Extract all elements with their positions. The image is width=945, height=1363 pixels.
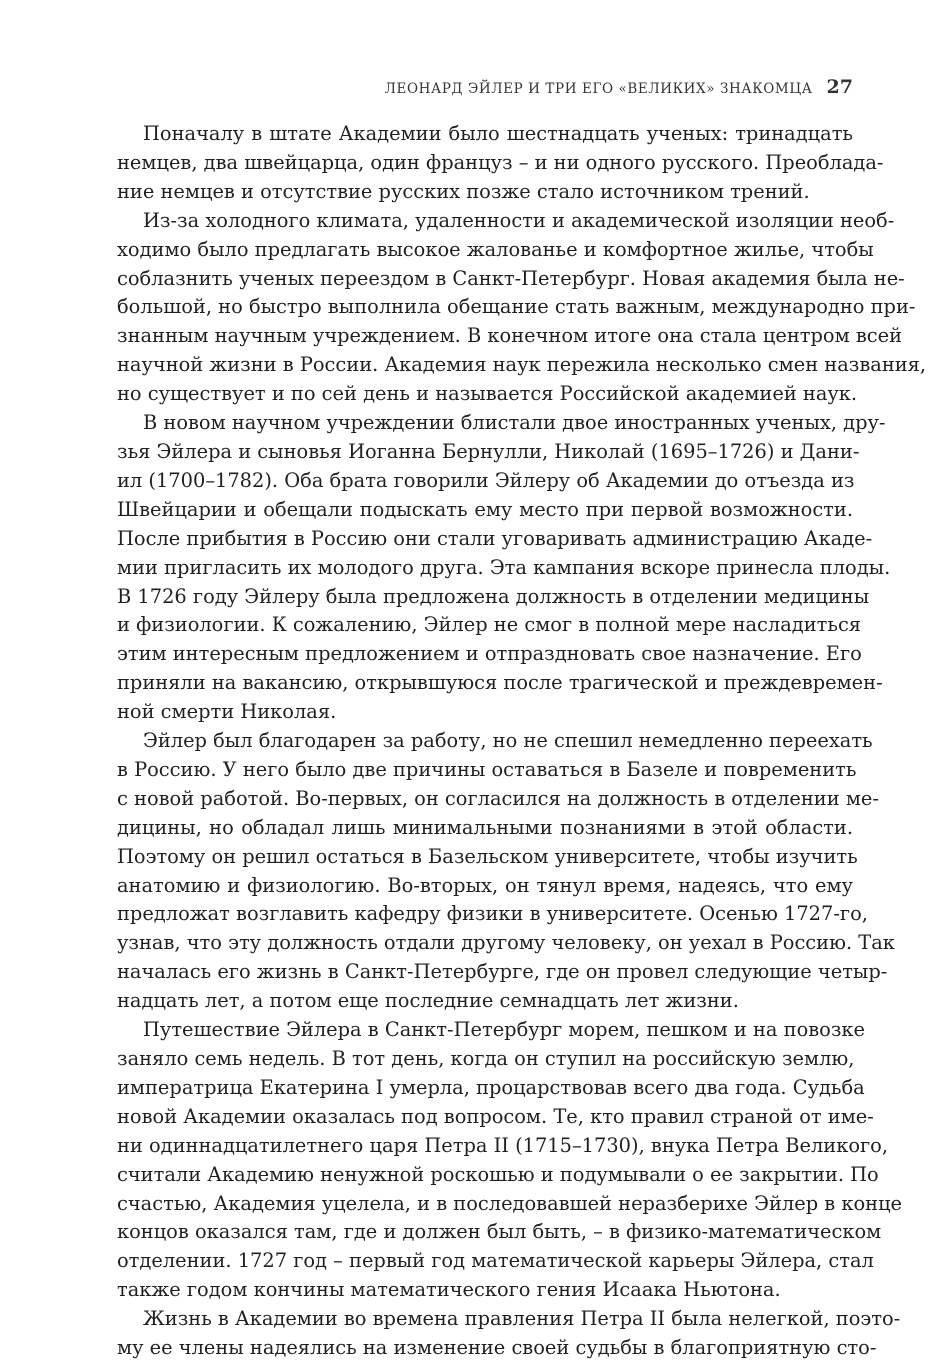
text-line: В 1726 году Эйлеру была предложена должность в отделении медицины: [117, 584, 870, 608]
text-line: Из-за холодного климата, удаленности и академической изоляции необ-: [143, 208, 895, 232]
text-line: отделении. 1727 год – первый год математической карьеры Эйлера, стал: [117, 1249, 874, 1273]
paragraph: [117, 409, 891, 727]
text-line: соблазнить ученых переездом в Санкт-Петербург. Новая академия была не-: [117, 266, 905, 290]
text-line: Эйлер был благодарен за работу, но не спешил немедленно переехать: [143, 729, 873, 753]
text-line: После прибытия в Россию они стали уговаривать администрацию Акаде-: [117, 526, 873, 550]
text-line: началась его жизнь в Санкт-Петербурге, где он провел следующие четыр-: [117, 960, 888, 984]
text-line: Путешествие Эйлера в Санкт-Петербург морем, пешком и на повозке: [143, 1018, 866, 1042]
text-line: Жизнь в Академии во времена правления Петра II была нелегкой, поэто-: [143, 1307, 901, 1331]
paragraph: [117, 207, 927, 409]
text-line: Поэтому он решил остаться в Базельском университете, чтобы изучить: [117, 844, 858, 868]
text-line: ной смерти Николая.: [117, 700, 337, 724]
paragraph: [117, 120, 884, 207]
text-line: Швейцарии и обещали подыскать ему место при первой возможности.: [117, 497, 853, 521]
text-line: ни одиннадцатилетнего царя Петра II (1715–1730), внука Петра Великого,: [117, 1133, 889, 1157]
paragraph: [117, 727, 895, 1016]
running-header: [385, 76, 853, 98]
text-line: анатомию и физиологию. Во-вторых, он тянул время, надеясь, что ему: [117, 873, 853, 897]
text-line: императрица Екатерина I умерла, процарствовав всего два года. Судьба: [117, 1075, 865, 1099]
running-title: ЛЕОНАРД ЭЙЛЕР И ТРИ ЕГО «ВЕЛИКИХ» ЗНАКОМЦА: [384, 81, 813, 97]
text-line: зья Эйлера и сыновья Иоганна Бернулли, Николай (1695–1726) и Дани-: [117, 439, 860, 463]
text-line: му ее члены надеялись на изменение своей судьбы в благоприятную сто-: [117, 1336, 877, 1360]
body-text: [117, 120, 927, 1363]
page-number: 27: [826, 76, 853, 98]
text-line: приняли на вакансию, открывшуюся после трагической и преждевремен-: [117, 671, 883, 695]
text-line: счастью, Академия уцелела, и в последовавшей неразберихе Эйлер в конце: [117, 1191, 903, 1215]
text-line: предложат возглавить кафедру физики в университете. Осенью 1727-го,: [117, 902, 868, 926]
text-line: в Россию. У него было две причины оставаться в Базеле и повременить: [117, 757, 857, 781]
text-line: с новой работой. Во-первых, он согласился на должность в отделении ме-: [117, 786, 879, 810]
text-line: заняло семь недель. В тот день, когда он ступил на российскую землю,: [117, 1047, 855, 1070]
text-line: узнав, что эту должность отдали другому человеку, он уехал в Россию. Так: [117, 931, 895, 955]
text-line: научной жизни в России. Академия наук пережила несколько смен названия,: [117, 353, 927, 377]
text-line: этим интересным предложением и отпраздновать свое назначение. Его: [117, 642, 862, 666]
text-line: Поначалу в штате Академии было шестнадцать ученых: тринадцать: [143, 122, 853, 145]
text-line: концов оказался там, где и должен был быть, – в физико-математическом: [117, 1220, 882, 1244]
text-line: немцев, два швейцарца, один француз – и ни одного русского. Преоблада-: [117, 150, 884, 174]
text-line: ние немцев и отсутствие русских позже стало источником трений.: [117, 179, 810, 203]
text-line: В новом научном учреждении блистали двое иностранных ученых, дру-: [143, 411, 886, 435]
text-line: ил (1700–1782). Оба брата говорили Эйлеру об Академии до отъезда из: [117, 468, 855, 492]
text-line: большой, но быстро выполнила обещание стать важным, международно при-: [117, 295, 916, 319]
paragraph: [117, 1305, 901, 1363]
text-line: но существует и по сей день и называется Российской академией наук.: [117, 382, 858, 406]
paragraph: [117, 1016, 903, 1305]
text-line: также годом кончины математического гения Исаака Ньютона.: [117, 1278, 781, 1302]
text-line: и физиологии. К сожалению, Эйлер не смог в полной мере насладиться: [117, 613, 862, 637]
text-line: считали Академию ненужной роскошью и подумывали о ее закрытии. По: [117, 1162, 879, 1186]
text-line: знанным научным учреждением. В конечном итоге она стала центром всей: [117, 324, 903, 348]
text-line: мии пригласить их молодого друга. Эта кампания вскоре принесла плоды.: [117, 555, 891, 579]
text-line: дицины, но обладал лишь минимальными познаниями в этой области.: [117, 815, 853, 839]
text-line: новой Академии оказалась под вопросом. Те, кто правил страной от име-: [117, 1104, 874, 1128]
text-line: надцать лет, а потом еще последние семнадцать лет жизни.: [117, 989, 739, 1013]
text-line: ходимо было предлагать высокое жалованье и комфортное жилье, чтобы: [117, 237, 874, 261]
